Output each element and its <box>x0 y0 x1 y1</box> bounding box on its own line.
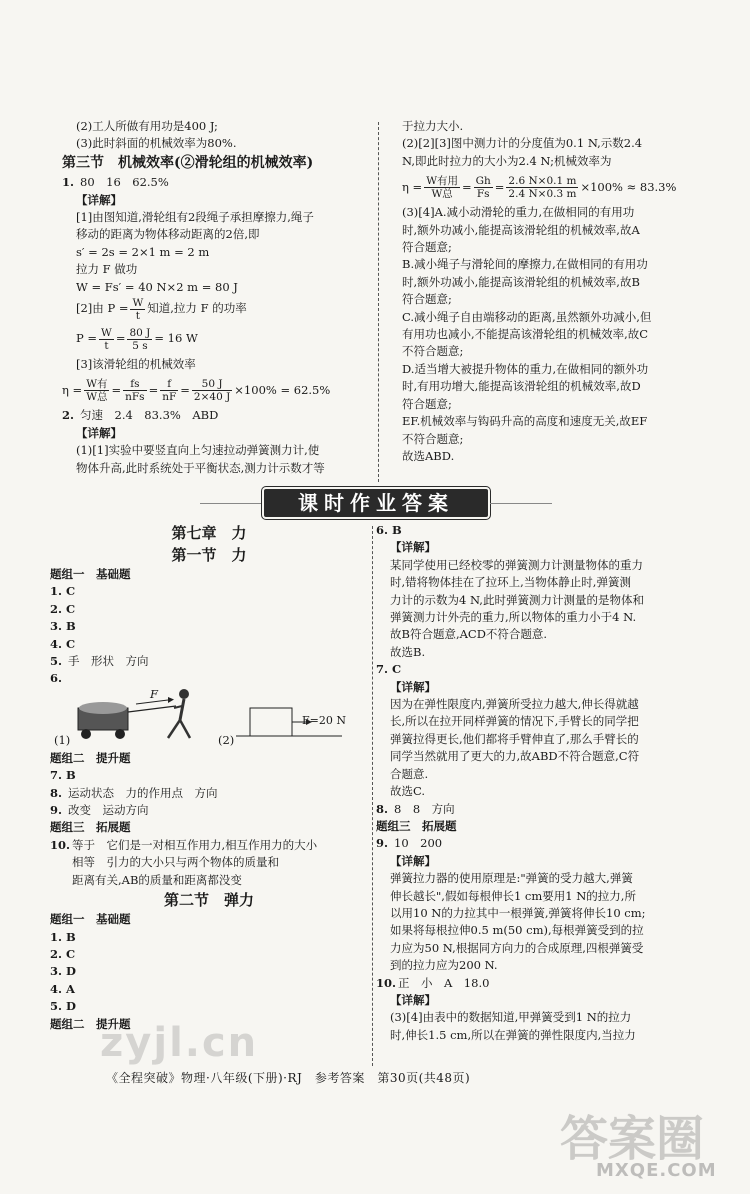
text-line: 到的拉力应为200 N. <box>390 958 498 973</box>
text-line: 合题意. <box>390 766 429 781</box>
answer-line: 6. <box>50 671 63 686</box>
answer-continued: 相等 引力的大小只与两个物体的质量和 <box>72 855 279 870</box>
text-line: 移动的距离为物体移动距离的2倍,即 <box>76 227 260 242</box>
denominator: Fs <box>476 187 490 200</box>
answer: 正 小 A 18.0 <box>398 975 490 990</box>
answer-line: 6. B <box>376 523 402 537</box>
text: P = <box>76 331 98 346</box>
numerator: W有用 <box>426 174 458 187</box>
detail-label: 【详解】 <box>390 992 436 1007</box>
denominator: 5 s <box>132 339 148 352</box>
fraction <box>474 175 493 200</box>
fraction <box>99 327 114 352</box>
fraction <box>506 175 578 200</box>
question-number: 9. <box>50 803 63 818</box>
question-number: 9. <box>376 836 389 851</box>
text: = 16 W <box>154 331 198 346</box>
text-line: 时,额外功减小,能提高该滑轮组的机械效率,故B <box>402 274 640 289</box>
section-title: 第一节 力 <box>171 546 247 564</box>
fraction <box>160 378 178 403</box>
question-number: 8. <box>50 785 63 800</box>
answer: 匀速 2.4 83.3% ABD <box>80 408 219 423</box>
text-line: 力应为50 N,根据同方向力的合成原理,四根弹簧受 <box>390 940 644 955</box>
figure-label: (2) <box>218 732 235 747</box>
equation-line: η = $\frac{\text{W有}}{\text{W总}}$ = $\frac{fs}{\text{nFs}}$ = $\frac{f}{nF}$ = $\frac{50 J}{2\times 40 J}$ ×100% = 62.5% <box>62 377 331 403</box>
text-line: (1)[1]实验中要竖直向上匀速拉动弹簧测力计,使 <box>76 443 320 458</box>
section-title: 第二节 弹力 <box>163 891 254 910</box>
answer-continued: 距离有关,AB的质量和距离都没变 <box>72 872 242 887</box>
question-number: 10. <box>50 837 71 852</box>
text-line: (3)此时斜面的机械效率为80%. <box>76 136 237 151</box>
text-line: 时,错将物体挂在了拉环上,当物体静止时,弹簧测 <box>390 575 631 590</box>
numerator: 50 J <box>192 378 232 391</box>
text-line: 以用10 N的力拉其中一根弹簧,弹簧将伸长10 cm; <box>390 905 646 920</box>
text-line: 符合题意; <box>402 240 452 255</box>
text-line: 于拉力大小. <box>402 119 464 133</box>
numerator: W <box>132 296 144 309</box>
cart-figure <box>56 688 206 750</box>
text-line: 符合题意; <box>402 292 452 307</box>
detail-label: 【详解】 <box>390 679 436 694</box>
answer-line: 5. D <box>50 999 76 1014</box>
left-bottom-column <box>50 522 368 1033</box>
group-heading: 题组二 提升题 <box>50 750 131 765</box>
answer: 手 形状 方向 <box>68 654 149 669</box>
detail-label: 【详解】 <box>76 425 122 440</box>
answer-line: 3. B <box>50 619 76 634</box>
text-line: (2)工人所做有用功是400 J; <box>76 119 218 133</box>
text-line: B.减小绳子与滑轮间的摩擦力,在做相同的有用功 <box>402 257 648 272</box>
text-line: 时,额外功减小,能提高该滑轮组的机械效率,故A <box>402 222 640 237</box>
text-line: 故选C. <box>390 784 426 799</box>
fraction <box>192 378 232 403</box>
answer: 改变 运动方向 <box>68 803 149 818</box>
text-line: EF.机械效率与钩码升高的高度和速度无关,故EF <box>402 414 648 429</box>
answer: 运动状态 力的作用点 方向 <box>68 785 218 800</box>
text-line: 时,有用功增大,能提高该滑轮组的机械效率,故D <box>402 379 641 394</box>
text-line: 时,伸长1.5 cm,所以在弹簧的弹性限度内,当拉力 <box>390 1027 636 1042</box>
text: = <box>115 331 126 346</box>
denominator: W总 <box>86 390 108 403</box>
watermark-logo: 答案圈 <box>560 1111 705 1167</box>
group-heading: 题组二 提升题 <box>50 1016 131 1031</box>
text-line: C.减小绳子自由端移动的距离,虽然额外功减小,但 <box>402 309 652 324</box>
text-line: 伸长越长",假如每根伸长1 cm要用1 N的拉力,所 <box>390 888 636 903</box>
answer-line: 4. A <box>50 981 75 996</box>
denominator: 2.4 N×0.3 m <box>508 187 577 200</box>
text-line: 物体升高,此时系统处于平衡状态,测力计示数才等 <box>76 460 325 475</box>
section-heading: 第三节 机械效率(②滑轮组的机械效率) <box>62 154 314 171</box>
text-line: 不符合题意; <box>402 344 464 359</box>
watermark-logo: zyjl.cn <box>100 1020 259 1066</box>
answer-line: 1. C <box>50 584 76 599</box>
fraction <box>84 378 109 403</box>
detail-label: 【详解】 <box>390 853 436 868</box>
answer-line: 7. B <box>50 768 76 783</box>
text-line: (3)[4]由表中的数据知道,甲弹簧受到1 N的拉力 <box>390 1010 632 1025</box>
denominator: t <box>104 339 109 352</box>
text-line: 因为在弹性限度内,弹簧所受拉力越大,伸长得就越 <box>390 697 639 712</box>
force-label: F=20 N <box>302 713 346 727</box>
question-number: 1. <box>62 175 75 190</box>
text-line: [1]由图知道,滑轮组有2段绳子承担摩擦力,绳子 <box>76 210 314 225</box>
left-top-column <box>62 118 374 477</box>
text-line: 如果将每根拉伸0.5 m(50 cm),每根弹簧受到的拉 <box>390 923 644 938</box>
answer: 8 8 方向 <box>394 801 455 816</box>
right-top-column <box>384 118 694 465</box>
equation: s′ = 2s = 2×1 m = 2 m <box>76 244 210 259</box>
fraction <box>123 378 146 403</box>
text-line: (2)[2][3]图中测力计的分度值为0.1 N,示数2.4 <box>402 136 643 151</box>
equation-line: η = $\frac{\text{W有用}}{\text{W总}}$ = $\frac{Gh}{Fs}$ = $\frac{2.6 N\times 0.1 m}{2.4 N\times 0.3 m}$ ×100% ≈ 83.3% <box>402 174 677 200</box>
group-heading: 题组三 拓展题 <box>376 818 457 833</box>
detail-label: 【详解】 <box>390 540 436 555</box>
numerator: Gh <box>475 174 491 187</box>
text-line: 某同学使用已经校零的弹簧测力计测量物体的重力 <box>390 557 643 572</box>
text-line: 符合题意; <box>402 396 452 411</box>
banner-rule-right <box>490 503 552 504</box>
column-divider <box>378 122 379 482</box>
text-line: 拉力 F 做功 <box>76 262 138 277</box>
text-line: 弹簧拉力器的使用原理是:"弹簧的受力越大,弹簧 <box>390 871 633 886</box>
fraction <box>127 327 152 352</box>
equation-line <box>62 296 374 322</box>
fraction <box>130 297 145 322</box>
text-line: 长,所以在拉开同样弹簧的情况下,手臂长的同学把 <box>390 714 639 729</box>
answer-line: 2. C <box>50 601 76 616</box>
text: ×100% = 62.5% <box>234 382 331 397</box>
numerator: W <box>101 326 112 339</box>
numerator: 80 J <box>129 326 151 339</box>
denominator: W总 <box>431 187 453 200</box>
text-line: 故B符合题意,ACD不符合题意. <box>390 627 548 642</box>
text: ×100% ≈ 83.3% <box>580 179 677 194</box>
answer: 等于 它们是一对相互作用力,相互作用力的大小 <box>72 837 318 852</box>
numerator: fs <box>123 378 146 391</box>
section-banner: 课时作业答案 <box>262 487 490 519</box>
denominator: nF <box>162 390 177 403</box>
text-line: (3)[4]A.减小动滑轮的重力,在做相同的有用功 <box>402 205 635 220</box>
group-heading: 题组一 基础题 <box>50 912 131 927</box>
group-heading: 题组一 基础题 <box>50 567 131 581</box>
column-divider <box>372 526 373 1066</box>
text: η = <box>402 179 423 194</box>
figure-label: (1) <box>54 732 71 747</box>
text-line: 弹簧测力计外壳的重力,所以物体的重力小于4 N. <box>390 610 637 625</box>
text: 知道,拉力 F 的功率 <box>147 301 247 316</box>
answer: 10 200 <box>394 836 443 851</box>
numerator: W有 <box>86 377 108 390</box>
question-number: 5. <box>50 654 63 669</box>
denominator: 2×40 J <box>193 390 231 403</box>
text-line: N,即此时拉力的大小为2.4 N;机械效率为 <box>402 153 612 168</box>
text-line: 故选B. <box>390 644 426 659</box>
force-label: F <box>150 686 158 701</box>
question-number: 10. <box>376 975 397 990</box>
answer: 80 16 62.5% <box>80 175 169 190</box>
force-diagrams <box>50 688 368 750</box>
text-line: 同学当然就用了更大的力,故ABD不符合题意,C符 <box>390 749 640 764</box>
text: [2]由 P = <box>76 301 129 316</box>
text-line: D.适当增大被提升物体的重力,在做相同的额外功 <box>402 361 649 376</box>
text-line: [3]该滑轮组的机械效率 <box>76 357 196 372</box>
chapter-title: 第七章 力 <box>171 524 247 542</box>
equation-line <box>62 322 374 356</box>
banner-rule-left <box>200 503 262 504</box>
page-footer: 《全程突破》物理·八年级(下册)·RJ 参考答案 第30页(共48页) <box>106 1071 471 1085</box>
text-line: 有用功也减小,不能提高该滑轮组的机械效率,故C <box>402 327 649 342</box>
text: η = <box>62 382 83 397</box>
question-number: 8. <box>376 801 389 816</box>
answer-line: 7. C <box>376 662 402 677</box>
text-line: 故选ABD. <box>402 448 455 463</box>
answer-line: 4. C <box>50 636 76 651</box>
question-number: 2. <box>62 408 75 423</box>
equation: W = Fs′ = 40 N×2 m = 80 J <box>76 279 238 294</box>
detail-label: 【详解】 <box>76 192 122 207</box>
denominator: t <box>135 309 140 322</box>
right-bottom-column <box>376 522 696 1044</box>
denominator: nFs <box>125 390 145 403</box>
text-line: 力计的示数为4 N,此时弹簧测力计测量的是物体和 <box>390 592 644 607</box>
numerator: f <box>160 378 178 391</box>
answer-line: 1. B <box>50 929 76 944</box>
text-line: 不符合题意; <box>402 431 464 446</box>
numerator: 2.6 N×0.1 m <box>508 174 577 187</box>
answer-line: 2. C <box>50 946 76 961</box>
group-heading: 题组三 拓展题 <box>50 820 131 835</box>
answer-line: 3. D <box>50 964 76 979</box>
text-line: 弹簧拉得更长,他们都将手臂伸直了,那么手臂长的 <box>390 731 639 746</box>
watermark-logo: MXQE.COM <box>596 1160 717 1181</box>
fraction <box>424 175 460 200</box>
